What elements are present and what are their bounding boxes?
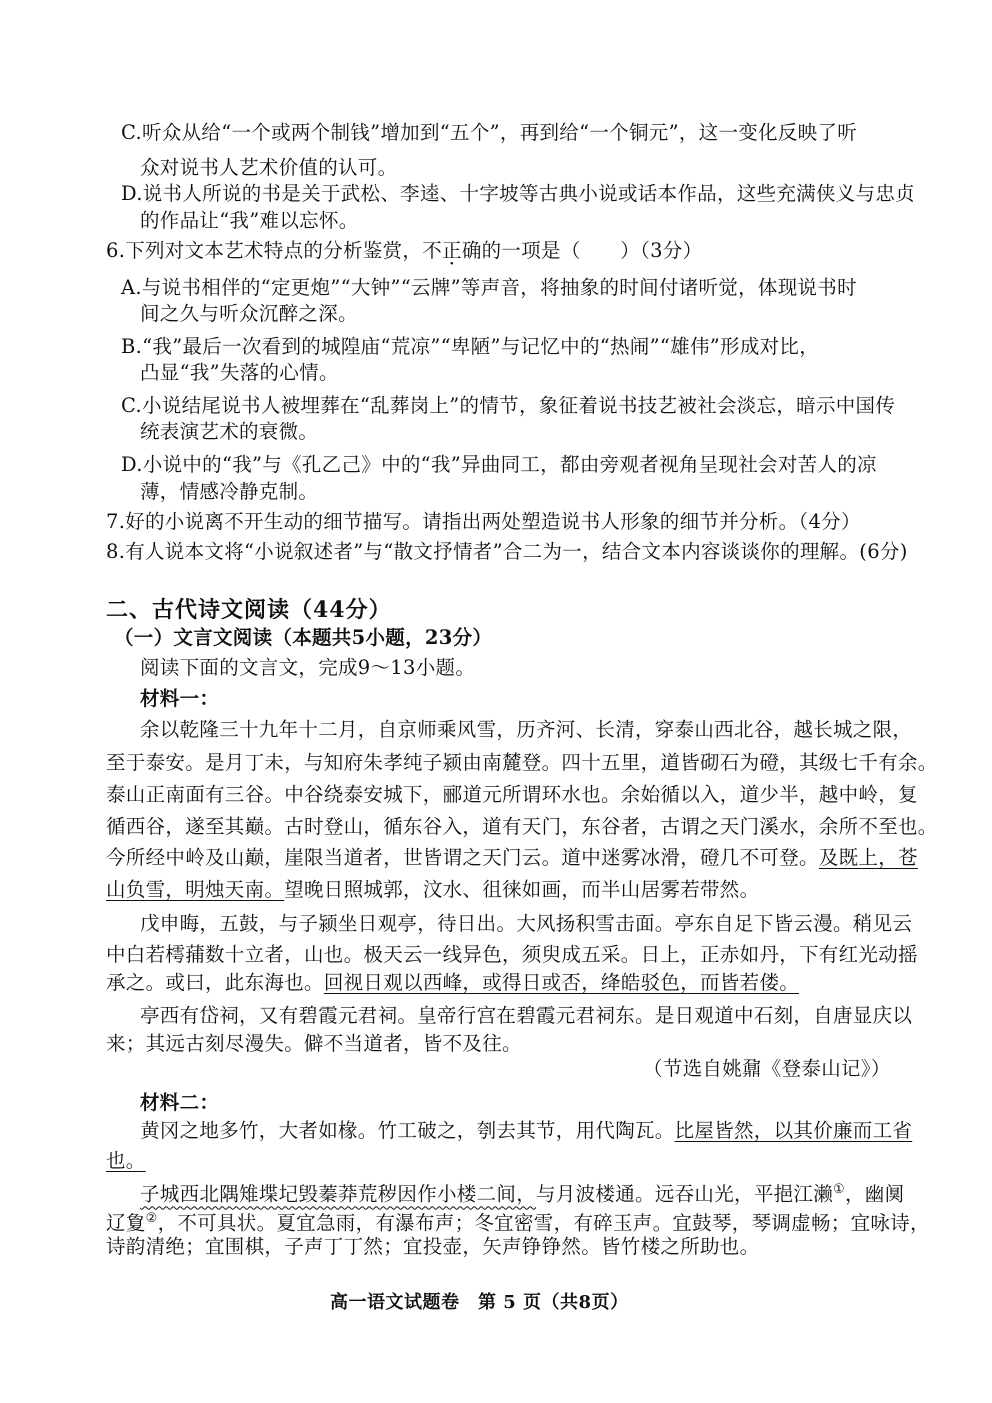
m2-underlined-sentence: 也。 [106,1149,146,1172]
q6-negation: 不正确 [422,239,482,262]
q6-option-a-line1: A.与说书相伴的“定更炮”“大钟”“云牌”等声音，将抽象的时间付诸听觉，体现说书时 [121,276,857,299]
footnote-marker: ② [145,1211,158,1226]
q6-option-c-line1: C.小说结尾说书人被埋葬在“乱葬岗上”的情节，象征着说书技艺被社会淡忘，暗示中国传 [121,394,896,417]
m1-line: 中白若樗蒱数十立者，山也。极天云一线异色，须臾成五采。日上，正赤如丹，下有红光动摇 [106,943,918,966]
q6-option-b-line1: B.“我”最后一次看到的城隍庙“荒凉”“卑陋”与记忆中的“热闹”“雄伟”形成对比， [121,335,820,358]
m2-text: ，不可具状。夏宜急雨，有瀑布声；冬宜密雪，有碎玉声。宜鼓琴，琴调虚畅；宜咏诗， [157,1211,930,1235]
m2-line [106,1205,930,1237]
m2-text: 与月波楼通。远吞山光，平挹江濑 [536,1182,834,1206]
m2-underlined-sentence: 比屋皆然，以其价廉而工省 [674,1119,913,1142]
m2-line [106,1147,146,1174]
instruction: 阅读下面的文言文，完成9～13小题。 [140,656,476,679]
page-footer: 高一语文试题卷 第 5 页（共8页） [330,1292,629,1313]
m1-line: 泰山正南面有三谷。中谷绕泰安城下，郦道元所谓环水也。余始循以入，道少半，越中岭，复 [106,783,918,806]
q6-emphasis [422,239,481,262]
q6-stem-part2: 的一项是（ ）（3分） [481,239,703,262]
m1-line: 亭西有岱祠，又有碧霞元君祠。皇帝行宫在碧霞元君祠东。是日观道中石刻，自唐显庆以 [140,1004,913,1027]
m1-line: 戊申晦，五鼓，与子颍坐日观亭，待日出。大风扬积雪击面。亭东自足下皆云漫。稍见云 [140,912,913,935]
q6-stem-part1: 6.下列对文本艺术特点的分析鉴赏， [106,239,423,262]
q6-option-d-line2: 薄，情感冷静克制。 [140,480,319,503]
q5-option-c-line1: C.听众从给“一个或两个制钱”增加到“五个”，再到给“一个铜元”，这一变化反映了听 [121,121,858,144]
m2-text: 辽夐 [106,1211,146,1235]
footnote-marker: ① [833,1182,845,1197]
q6-option-d-line1: D.小说中的“我”与《孔乙己》中的“我”异曲同工，都由旁观者视角呈现社会对苦人的凉 [121,453,877,476]
m2-line [140,1176,904,1208]
m1-line: 至于泰安。是月丁未，与知府朱孝纯子颍由南麓登。四十五里，道皆砌石为磴，其级七千有余。 [106,751,938,774]
m1-underlined-sentence: 及既上，苍 [818,846,918,869]
q6-option-c-line2: 统表演艺术的衰微。 [140,420,319,443]
q5-option-d-line2: 的作品让“我”难以忘怀。 [140,209,359,232]
m1-line [106,969,799,996]
q5-option-d-line1: D.说书人所说的书是关于武松、李逵、十字坡等古典小说或话本作品，这些充满侠义与忠贞 [121,182,915,205]
q5-option-c-line2: 众对说书人艺术价值的认可。 [140,156,398,179]
m1-underlined-sentence: 回视日观以西峰，或得日或否，绛皓驳色，而皆若偻。 [323,971,800,994]
m2-wavy-underlined-sentence: 子城西北隅雉堞圮毁蓁莽荒秽因作小楼二间， [140,1182,537,1206]
m2-line: 诗韵清绝；宜围棋，子声丁丁然；宜投壶，矢声铮铮然。皆竹楼之所助也。 [106,1235,760,1258]
m2-text: ，幽阒 [845,1182,905,1206]
q6-stem [106,237,702,264]
q7: 7.好的小说离不开生动的细节描写。请指出两处塑造说书人形象的细节并分析。（4分） [106,510,861,533]
section-title: 二、古代诗文阅读（44分） [106,597,392,623]
material2-label: 材料二： [140,1091,220,1114]
m2-line [140,1117,912,1144]
m2-text: 黄冈之地多竹，大者如椽。竹工破之，刳去其节，用代陶瓦。 [140,1119,675,1142]
m1-line [106,844,918,871]
m1-line: 来；其远古刻尽漫失。僻不当道者，皆不及往。 [106,1032,522,1055]
m1-text: 今所经中岭及山巅，崖限当道者，世皆谓之天门云。道中迷雾冰滑，磴几不可登。 [106,846,819,869]
m1-text: 望晚日照城郭，汶水、徂徕如画，而半山居雾若带然。 [284,878,760,901]
q8: 8.有人说本文将“小说叙述者”与“散文抒情者”合二为一，结合文本内容谈谈你的理解。(6分) [106,540,908,563]
m1-line: 余以乾隆三十九年十二月，自京师乘风雪，历齐河、长清，穿泰山西北谷，越长城之限， [140,718,913,741]
subsection-title: （一）文言文阅读（本题共5小题，23分） [114,626,493,649]
m1-line: 循西谷，遂至其巅。古时登山，循东谷入，道有天门，东谷者，古谓之天门溪水，余所不至也。 [106,815,938,838]
material1-label: 材料一： [140,687,220,710]
m1-underlined-sentence: 山负雪，明烛天南。 [106,878,285,901]
q6-option-b-line2: 凸显“我”失落的心情。 [140,361,339,384]
m1-line [106,876,759,903]
m1-text: 承之。或曰，此东海也。 [106,971,324,994]
m1-source: （节选自姚鼐《登泰山记》） [643,1057,891,1080]
q6-option-a-line2: 间之久与听众沉醉之深。 [140,302,358,325]
